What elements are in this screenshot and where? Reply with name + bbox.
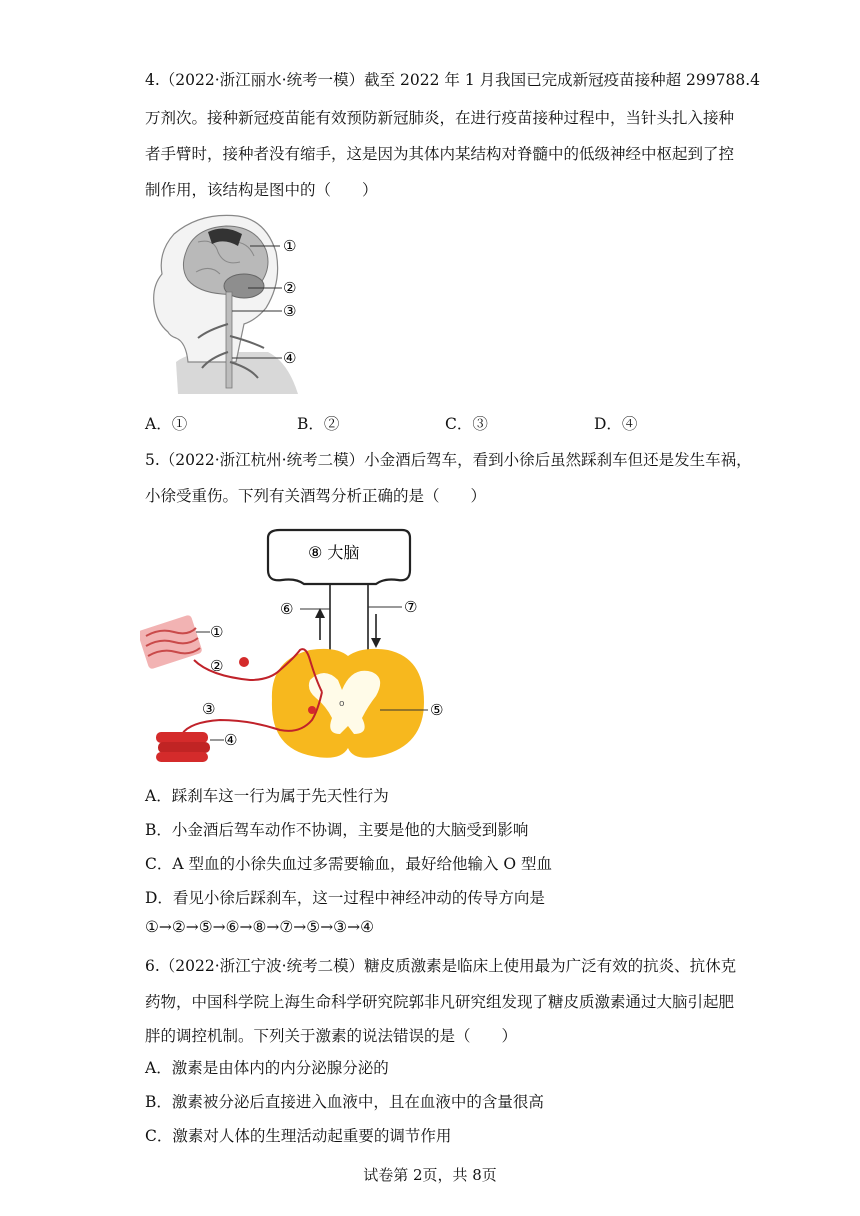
q4-option-d[interactable]: D．④ [594, 415, 638, 433]
q5-option-d[interactable]: D．看见小徐后踩刹车，这一过程中神经冲动的传导方向是 [145, 889, 545, 907]
q5-option-a[interactable]: A．踩刹车这一行为属于先天性行为 [145, 787, 389, 805]
q4-line-3: 者手臂时，接种者没有缩手，这是因为其体内某结构对脊髓中的低级神经中枢起到了控 [145, 145, 735, 163]
q4-line-2: 万剂次。接种新冠疫苗能有效预防新冠肺炎，在进行疫苗接种过程中，当针头扎入接种 [145, 109, 735, 127]
q4-line-4: 制作用，该结构是图中的（ ） [145, 181, 378, 199]
effector-muscle [156, 732, 210, 762]
fig2-label-7: ⑦ [404, 598, 418, 616]
q6-option-c[interactable]: C．激素对人体的生理活动起重要的调节作用 [145, 1127, 452, 1145]
down-arrow-head [371, 638, 381, 648]
fig1-label-2: ② [283, 279, 297, 297]
motor-neuron [308, 706, 316, 714]
fig2-label-5: ⑤ [430, 701, 444, 719]
q6-option-a[interactable]: A．激素是由体内的内分泌腺分泌的 [145, 1059, 389, 1077]
q5-option-b[interactable]: B．小金酒后驾车动作不协调，主要是他的大脑受到影响 [145, 821, 529, 839]
q5-option-d-path: ①→②→⑤→⑥→⑧→⑦→⑤→③→④ [145, 918, 374, 936]
q6-line-1: 6.（2022·浙江宁波·统考二模）糖皮质激素是临床上使用最为广泛有效的抗炎、抗休克 [145, 957, 737, 975]
fig2-label-4: ④ [224, 731, 238, 749]
brain-label: ⑧ 大脑 [308, 543, 360, 562]
q4-option-a[interactable]: A．① [145, 415, 188, 433]
receptor-tissue [140, 614, 203, 669]
fig1-label-3: ③ [283, 302, 297, 320]
q5-option-c[interactable]: C．A 型血的小徐失血过多需要输血，最好给他输入 O 型血 [145, 855, 553, 873]
fig2-label-2: ② [210, 657, 224, 675]
q5-line-1: 5.（2022·浙江杭州·统考二模）小金酒后驾车，看到小徐后虽然踩刹车但还是发生车祸， [145, 451, 752, 469]
fig2-label-1: ① [210, 623, 224, 641]
spinal-cord [226, 292, 232, 388]
q4-line-1: 4.（2022·浙江丽水·统考一模）截至 2022 年 1 月我国已完成新冠疫苗接种超 299788.4 [145, 71, 760, 89]
fig2-label-6: ⑥ [280, 600, 294, 618]
central-canal: o [339, 699, 345, 709]
q6-line-3: 胖的调控机制。下列关于激素的说法错误的是（ ） [145, 1027, 518, 1045]
ganglion [239, 657, 249, 667]
q4-option-b[interactable]: B．② [297, 415, 340, 433]
q6-option-b[interactable]: B．激素被分泌后直接进入血液中，且在血液中的含量很高 [145, 1093, 544, 1111]
q4-option-c[interactable]: C．③ [445, 415, 488, 433]
head-brain-figure [148, 212, 308, 394]
fig2-label-3: ③ [202, 700, 216, 718]
q5-line-2: 小徐受重伤。下列有关酒驾分析正确的是（ ） [145, 487, 487, 505]
page-footer: 试卷第 2页，共 8页 [363, 1166, 497, 1184]
fig1-label-1: ① [283, 237, 297, 255]
reflex-arc-figure [140, 520, 470, 772]
fig1-label-4: ④ [283, 349, 297, 367]
q6-line-2: 药物，中国科学院上海生命科学研究院郭非凡研究组发现了糖皮质激素通过大脑引起肥 [145, 993, 735, 1011]
